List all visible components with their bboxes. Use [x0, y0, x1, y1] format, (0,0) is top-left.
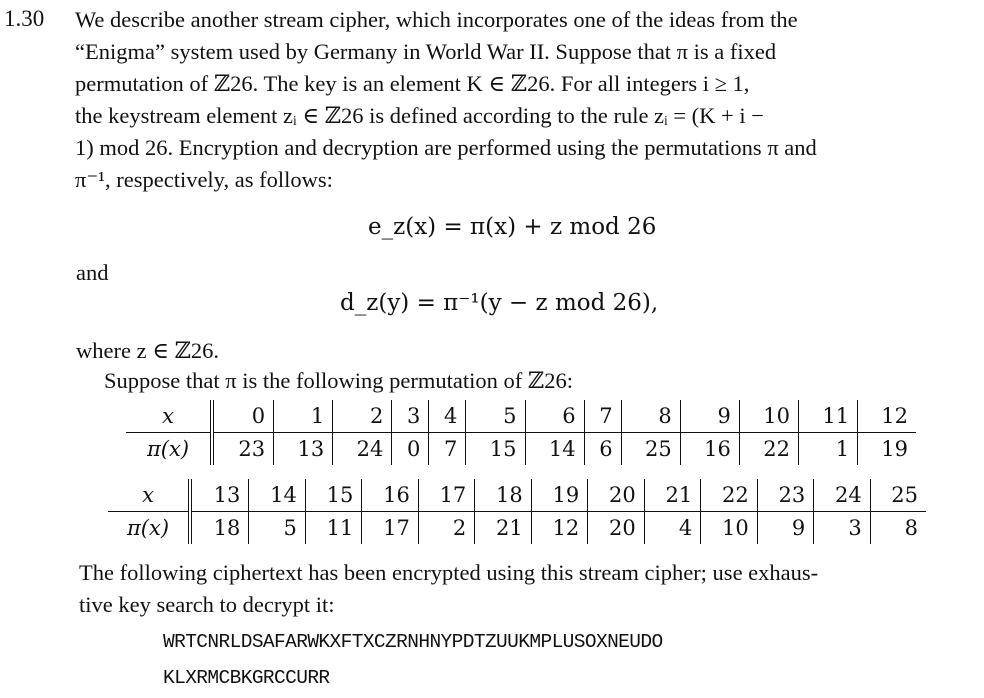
intro-paragraph	[75, 4, 975, 196]
x-value-cell: 7	[584, 400, 621, 433]
pi-value-cell: 7	[429, 433, 466, 466]
pi-value-cell: 21	[475, 512, 531, 545]
x-value-cell: 14	[249, 479, 305, 512]
table-row-pi	[126, 433, 916, 466]
permutation-table-2	[108, 479, 926, 544]
pi-value-cell: 11	[305, 512, 361, 545]
x-value-cell: 8	[621, 400, 680, 433]
x-value-cell: 12	[858, 400, 916, 433]
pi-value-cell: 12	[531, 512, 587, 545]
pi-value-cell: 18	[190, 512, 249, 545]
x-value-cell: 20	[588, 479, 644, 512]
pi-value-cell: 13	[274, 433, 333, 466]
pi-value-cell: 2	[418, 512, 474, 545]
pi-value-cell: 25	[621, 433, 680, 466]
pi-value-cell: 3	[814, 512, 870, 545]
intro-line: We describe another stream cipher, which incorporates one of the ideas from the	[75, 7, 798, 32]
pi-value-cell: 14	[525, 433, 584, 466]
x-value-cell: 18	[475, 479, 531, 512]
intro-line: “Enigma” system used by Germany in World War II. Suppose that π is a fixed	[75, 39, 777, 64]
x-value-cell: 1	[274, 400, 333, 433]
table-row-x	[108, 479, 926, 512]
x-value-cell: 9	[680, 400, 739, 433]
row-label-x: x	[108, 479, 190, 512]
pi-value-cell: 8	[904, 516, 918, 540]
table-row-x	[126, 400, 916, 433]
x-value-cell: 19	[531, 479, 587, 512]
row-label-pi: π(x)	[108, 512, 190, 545]
x-value-cell: 23	[757, 479, 813, 512]
decryption-formula: d_z(y) = π⁻¹(y − z mod 26),	[340, 290, 659, 316]
closing-line: tive key search to decrypt it:	[79, 592, 335, 617]
x-value-cell: 24	[814, 479, 870, 512]
x-value-cell: 21	[644, 479, 700, 512]
ciphertext-line: WRTCNRLDSAFARWKXFTXCZRNHNYPDTZUUKMPLUSOXNEUDO	[163, 631, 663, 653]
pi-value-cell: 23	[212, 433, 274, 466]
x-value-cell: 17	[418, 479, 474, 512]
permutation-table-1	[126, 400, 916, 465]
pi-value-cell: 16	[680, 433, 739, 466]
x-value-cell: 4	[429, 400, 466, 433]
suppose-sentence: Suppose that π is the following permutation of ℤ26:	[104, 368, 573, 393]
row-label-pi: π(x)	[126, 433, 212, 466]
x-value-cell: 15	[305, 479, 361, 512]
pi-value-cell: 9	[757, 512, 813, 545]
pi-value-cell: 24	[333, 433, 392, 466]
intro-line: the keystream element zᵢ ∈ ℤ26 is defined according to the rule zᵢ = (K + i −	[75, 103, 764, 128]
intro-line: permutation of ℤ26. The key is an element K ∈ ℤ26. For all integers i ≥ 1,	[75, 71, 750, 96]
pi-value-cell: 4	[644, 512, 700, 545]
x-value-cell: 16	[362, 479, 418, 512]
x-value-cell: 5	[466, 400, 525, 433]
pi-value-cell: 17	[362, 512, 418, 545]
pi-value-cell: 6	[584, 433, 621, 466]
ciphertext-line: KLXRMCBKGRCCURR	[163, 667, 330, 689]
x-value-cell: 13	[190, 479, 249, 512]
x-value-cell: 22	[701, 479, 757, 512]
intro-line: 1) mod 26. Encryption and decryption are performed using the permutations π and	[75, 135, 817, 160]
where-clause: where z ∈ ℤ26.	[76, 338, 220, 363]
pi-value-cell: 22	[739, 433, 798, 466]
x-value-cell: 11	[799, 400, 858, 433]
x-value-cell: 3	[392, 400, 429, 433]
pi-value-cell: 10	[701, 512, 757, 545]
pi-value-cell: 15	[466, 433, 525, 466]
encryption-formula: e_z(x) = π(x) + z mod 26	[368, 214, 657, 240]
x-value-cell: 6	[525, 400, 584, 433]
pi-value-cell: 1	[799, 433, 858, 466]
exercise-number: 1.30	[4, 6, 45, 31]
intro-line: π⁻¹, respectively, as follows:	[75, 167, 333, 192]
pi-value-cell: 0	[392, 433, 429, 466]
table-row-pi	[108, 512, 926, 545]
row-label-x: x	[126, 400, 212, 433]
x-value-cell: 0	[212, 400, 274, 433]
x-value-cell: 10	[739, 400, 798, 433]
pi-value-cell: 20	[588, 512, 644, 545]
x-value-cell: 25	[870, 479, 926, 512]
and-connector: and	[76, 260, 109, 285]
closing-line: The following ciphertext has been encrypted using this stream cipher; use exhaus-	[79, 560, 819, 585]
pi-value-cell: 19	[881, 437, 908, 461]
x-value-cell: 2	[333, 400, 392, 433]
pi-value-cell: 5	[249, 512, 305, 545]
